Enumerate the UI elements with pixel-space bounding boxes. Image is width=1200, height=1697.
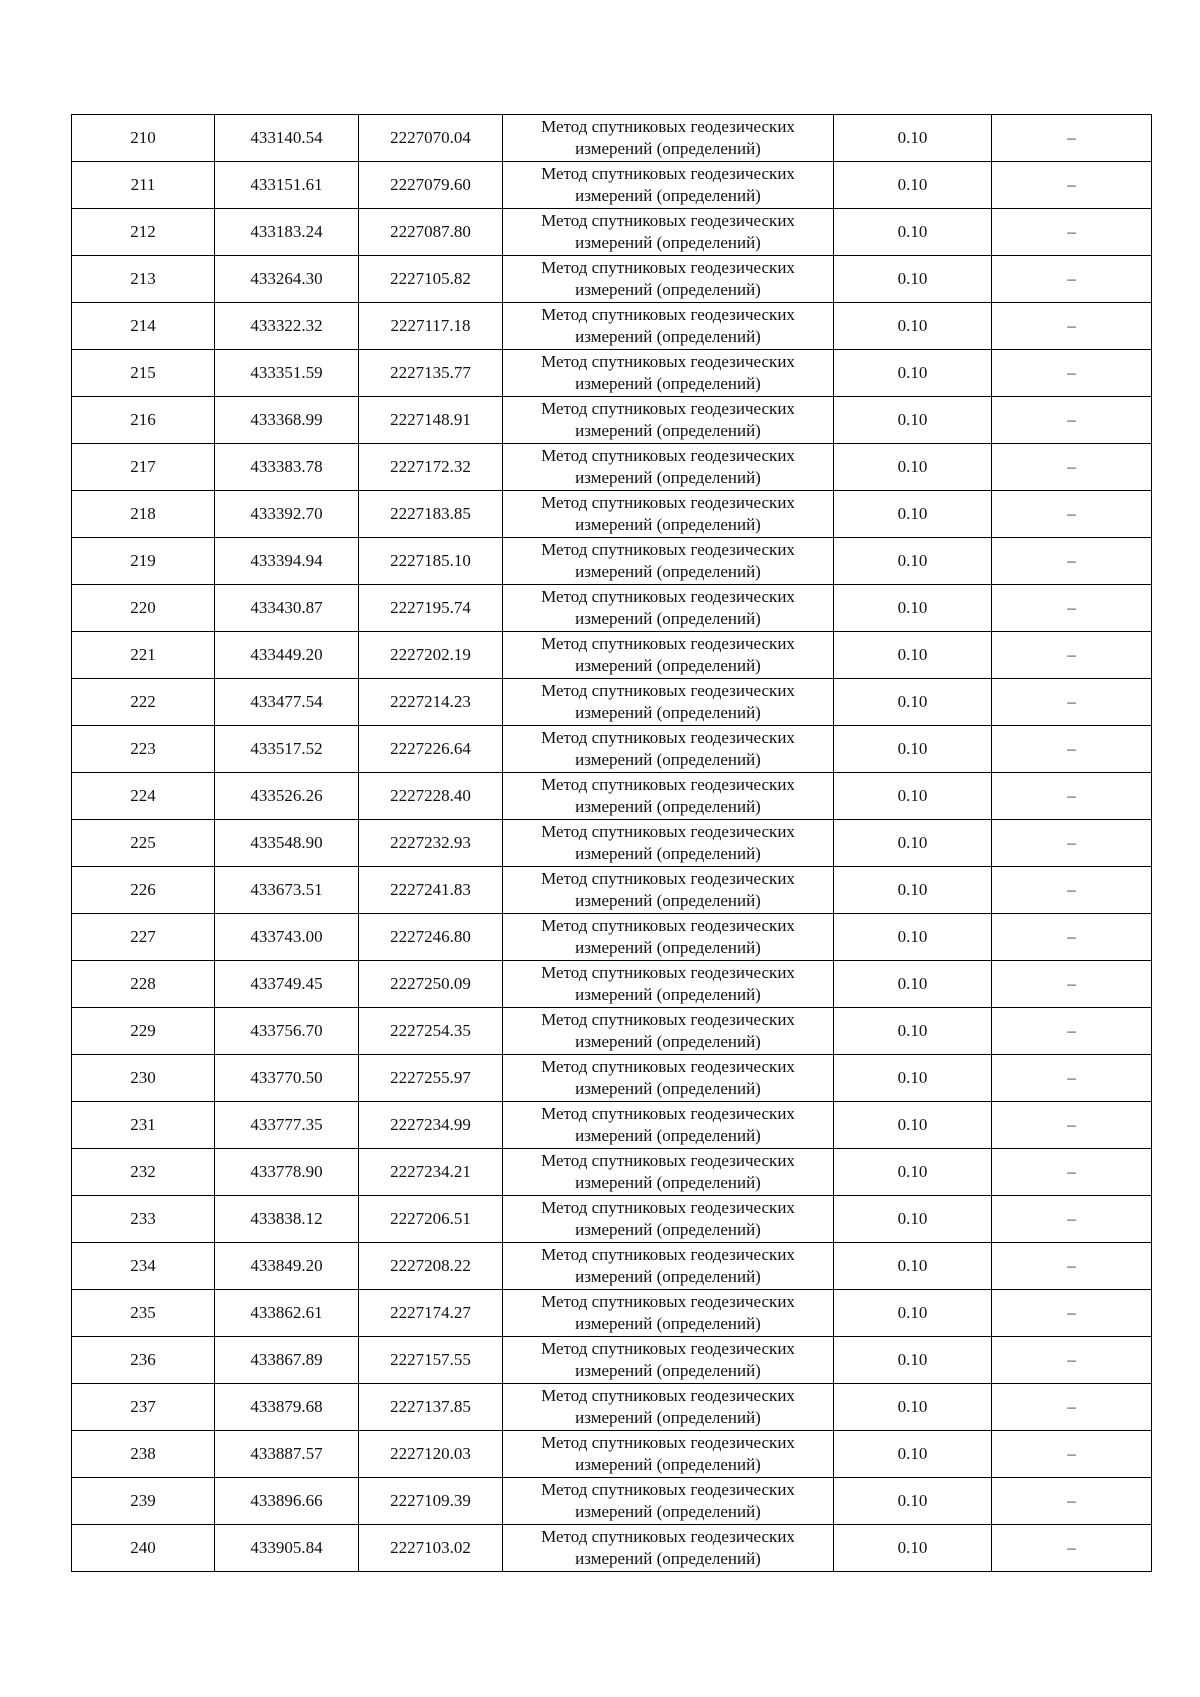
table-row (72, 162, 1152, 209)
accuracy-cell: 0.10 (834, 1055, 992, 1102)
method-line-1: Метод спутниковых геодезических (541, 916, 795, 935)
x-coordinate-cell: 433867.89 (215, 1337, 359, 1384)
method-line-2: измерений (определений) (575, 938, 761, 957)
note-cell: – (992, 820, 1152, 867)
method-cell (503, 1478, 834, 1525)
table-row (72, 726, 1152, 773)
method-line-2: измерений (определений) (575, 656, 761, 675)
method-line-1: Метод спутниковых геодезических (541, 775, 795, 794)
x-coordinate-cell: 433756.70 (215, 1008, 359, 1055)
method-line-2: измерений (определений) (575, 1220, 761, 1239)
accuracy-cell: 0.10 (834, 1102, 992, 1149)
method-line-1: Метод спутниковых геодезических (541, 399, 795, 418)
method-line-2: измерений (определений) (575, 844, 761, 863)
method-line-2: измерений (определений) (575, 1126, 761, 1145)
method-line-1: Метод спутниковых геодезических (541, 446, 795, 465)
point-number-cell: 236 (72, 1337, 215, 1384)
point-number-cell: 220 (72, 585, 215, 632)
y-coordinate-cell: 2227185.10 (359, 538, 503, 585)
x-coordinate-cell: 433838.12 (215, 1196, 359, 1243)
y-coordinate-cell: 2227105.82 (359, 256, 503, 303)
note-cell: – (992, 1008, 1152, 1055)
note-cell: – (992, 1243, 1152, 1290)
method-cell (503, 209, 834, 256)
point-number-cell: 228 (72, 961, 215, 1008)
method-cell (503, 256, 834, 303)
method-line-2: измерений (определений) (575, 1032, 761, 1051)
accuracy-cell: 0.10 (834, 1196, 992, 1243)
method-line-2: измерений (определений) (575, 327, 761, 346)
point-number-cell: 230 (72, 1055, 215, 1102)
method-cell (503, 961, 834, 1008)
y-coordinate-cell: 2227148.91 (359, 397, 503, 444)
y-coordinate-cell: 2227087.80 (359, 209, 503, 256)
x-coordinate-cell: 433140.54 (215, 115, 359, 162)
note-cell: – (992, 679, 1152, 726)
method-line-2: измерений (определений) (575, 1079, 761, 1098)
method-cell (503, 867, 834, 914)
accuracy-cell: 0.10 (834, 961, 992, 1008)
point-number-cell: 217 (72, 444, 215, 491)
method-cell (503, 679, 834, 726)
method-line-1: Метод спутниковых геодезических (541, 1198, 795, 1217)
x-coordinate-cell: 433777.35 (215, 1102, 359, 1149)
point-number-cell: 233 (72, 1196, 215, 1243)
method-line-1: Метод спутниковых геодезических (541, 1151, 795, 1170)
method-line-2: измерений (определений) (575, 609, 761, 628)
x-coordinate-cell: 433430.87 (215, 585, 359, 632)
method-cell (503, 303, 834, 350)
method-line-2: измерений (определений) (575, 703, 761, 722)
y-coordinate-cell: 2227234.21 (359, 1149, 503, 1196)
method-cell (503, 1431, 834, 1478)
accuracy-cell: 0.10 (834, 867, 992, 914)
method-line-2: измерений (определений) (575, 1549, 761, 1568)
method-line-2: измерений (определений) (575, 562, 761, 581)
accuracy-cell: 0.10 (834, 162, 992, 209)
x-coordinate-cell: 433548.90 (215, 820, 359, 867)
point-number-cell: 237 (72, 1384, 215, 1431)
x-coordinate-cell: 433887.57 (215, 1431, 359, 1478)
method-cell (503, 1196, 834, 1243)
table-row (72, 1384, 1152, 1431)
x-coordinate-cell: 433862.61 (215, 1290, 359, 1337)
table-row (72, 585, 1152, 632)
y-coordinate-cell: 2227157.55 (359, 1337, 503, 1384)
method-line-1: Метод спутниковых геодезических (541, 1057, 795, 1076)
method-cell (503, 632, 834, 679)
method-line-1: Метод спутниковых геодезических (541, 1245, 795, 1264)
accuracy-cell: 0.10 (834, 1384, 992, 1431)
y-coordinate-cell: 2227255.97 (359, 1055, 503, 1102)
point-number-cell: 229 (72, 1008, 215, 1055)
method-line-2: измерений (определений) (575, 139, 761, 158)
method-line-2: измерений (определений) (575, 1361, 761, 1380)
method-cell (503, 115, 834, 162)
method-line-2: измерений (определений) (575, 1267, 761, 1286)
method-cell (503, 491, 834, 538)
accuracy-cell: 0.10 (834, 1431, 992, 1478)
method-line-1: Метод спутниковых геодезических (541, 117, 795, 136)
method-line-1: Метод спутниковых геодезических (541, 1010, 795, 1029)
method-line-1: Метод спутниковых геодезических (541, 258, 795, 277)
note-cell: – (992, 773, 1152, 820)
method-cell (503, 1008, 834, 1055)
method-line-1: Метод спутниковых геодезических (541, 681, 795, 700)
method-cell (503, 820, 834, 867)
note-cell: – (992, 1196, 1152, 1243)
x-coordinate-cell: 433322.32 (215, 303, 359, 350)
y-coordinate-cell: 2227232.93 (359, 820, 503, 867)
method-cell (503, 726, 834, 773)
x-coordinate-cell: 433526.26 (215, 773, 359, 820)
method-line-1: Метод спутниковых геодезических (541, 211, 795, 230)
table-row (72, 1102, 1152, 1149)
coordinates-table (71, 114, 1152, 1572)
point-number-cell: 240 (72, 1525, 215, 1572)
method-cell (503, 1337, 834, 1384)
note-cell: – (992, 1384, 1152, 1431)
accuracy-cell: 0.10 (834, 1478, 992, 1525)
y-coordinate-cell: 2227234.99 (359, 1102, 503, 1149)
table-row (72, 1525, 1152, 1572)
x-coordinate-cell: 433368.99 (215, 397, 359, 444)
y-coordinate-cell: 2227117.18 (359, 303, 503, 350)
point-number-cell: 238 (72, 1431, 215, 1478)
y-coordinate-cell: 2227109.39 (359, 1478, 503, 1525)
method-cell (503, 162, 834, 209)
note-cell: – (992, 961, 1152, 1008)
method-cell (503, 1290, 834, 1337)
method-cell (503, 1102, 834, 1149)
method-line-2: измерений (определений) (575, 985, 761, 1004)
note-cell: – (992, 1478, 1152, 1525)
method-line-1: Метод спутниковых геодезических (541, 963, 795, 982)
note-cell: – (992, 162, 1152, 209)
y-coordinate-cell: 2227241.83 (359, 867, 503, 914)
point-number-cell: 219 (72, 538, 215, 585)
method-cell (503, 350, 834, 397)
table-row (72, 773, 1152, 820)
method-line-1: Метод спутниковых геодезических (541, 728, 795, 747)
note-cell: – (992, 209, 1152, 256)
method-cell (503, 1149, 834, 1196)
y-coordinate-cell: 2227202.19 (359, 632, 503, 679)
accuracy-cell: 0.10 (834, 303, 992, 350)
point-number-cell: 226 (72, 867, 215, 914)
x-coordinate-cell: 433392.70 (215, 491, 359, 538)
accuracy-cell: 0.10 (834, 1243, 992, 1290)
note-cell: – (992, 1290, 1152, 1337)
method-cell (503, 585, 834, 632)
accuracy-cell: 0.10 (834, 115, 992, 162)
note-cell: – (992, 1525, 1152, 1572)
y-coordinate-cell: 2227250.09 (359, 961, 503, 1008)
method-line-2: измерений (определений) (575, 374, 761, 393)
accuracy-cell: 0.10 (834, 444, 992, 491)
method-cell (503, 1384, 834, 1431)
point-number-cell: 232 (72, 1149, 215, 1196)
table-row (72, 1196, 1152, 1243)
note-cell: – (992, 444, 1152, 491)
y-coordinate-cell: 2227174.27 (359, 1290, 503, 1337)
method-line-2: измерений (определений) (575, 891, 761, 910)
method-line-2: измерений (определений) (575, 468, 761, 487)
point-number-cell: 215 (72, 350, 215, 397)
method-cell (503, 914, 834, 961)
x-coordinate-cell: 433673.51 (215, 867, 359, 914)
method-line-2: измерений (определений) (575, 515, 761, 534)
y-coordinate-cell: 2227228.40 (359, 773, 503, 820)
table-row (72, 491, 1152, 538)
method-line-2: измерений (определений) (575, 1173, 761, 1192)
accuracy-cell: 0.10 (834, 256, 992, 303)
y-coordinate-cell: 2227226.64 (359, 726, 503, 773)
method-cell (503, 538, 834, 585)
method-cell (503, 1055, 834, 1102)
y-coordinate-cell: 2227070.04 (359, 115, 503, 162)
x-coordinate-cell: 433449.20 (215, 632, 359, 679)
x-coordinate-cell: 433183.24 (215, 209, 359, 256)
y-coordinate-cell: 2227246.80 (359, 914, 503, 961)
table-row (72, 1478, 1152, 1525)
point-number-cell: 214 (72, 303, 215, 350)
note-cell: – (992, 632, 1152, 679)
y-coordinate-cell: 2227206.51 (359, 1196, 503, 1243)
note-cell: – (992, 867, 1152, 914)
table-row (72, 350, 1152, 397)
method-line-2: измерений (определений) (575, 1408, 761, 1427)
table-row (72, 1055, 1152, 1102)
point-number-cell: 218 (72, 491, 215, 538)
note-cell: – (992, 1102, 1152, 1149)
accuracy-cell: 0.10 (834, 726, 992, 773)
method-line-1: Метод спутниковых геодезических (541, 587, 795, 606)
method-line-1: Метод спутниковых геодезических (541, 822, 795, 841)
table-row (72, 444, 1152, 491)
table-row (72, 209, 1152, 256)
method-line-1: Метод спутниковых геодезических (541, 1386, 795, 1405)
method-line-1: Метод спутниковых геодезических (541, 1104, 795, 1123)
accuracy-cell: 0.10 (834, 209, 992, 256)
table-row (72, 1337, 1152, 1384)
x-coordinate-cell: 433151.61 (215, 162, 359, 209)
coordinates-table-body (72, 115, 1152, 1572)
point-number-cell: 216 (72, 397, 215, 444)
method-cell (503, 1243, 834, 1290)
x-coordinate-cell: 433749.45 (215, 961, 359, 1008)
method-line-1: Метод спутниковых геодезических (541, 1339, 795, 1358)
accuracy-cell: 0.10 (834, 820, 992, 867)
x-coordinate-cell: 433905.84 (215, 1525, 359, 1572)
method-line-1: Метод спутниковых геодезических (541, 869, 795, 888)
point-number-cell: 223 (72, 726, 215, 773)
point-number-cell: 235 (72, 1290, 215, 1337)
x-coordinate-cell: 433394.94 (215, 538, 359, 585)
table-row (72, 1243, 1152, 1290)
x-coordinate-cell: 433770.50 (215, 1055, 359, 1102)
method-line-2: измерений (определений) (575, 1455, 761, 1474)
note-cell: – (992, 538, 1152, 585)
accuracy-cell: 0.10 (834, 1008, 992, 1055)
accuracy-cell: 0.10 (834, 679, 992, 726)
accuracy-cell: 0.10 (834, 914, 992, 961)
point-number-cell: 221 (72, 632, 215, 679)
x-coordinate-cell: 433778.90 (215, 1149, 359, 1196)
x-coordinate-cell: 433743.00 (215, 914, 359, 961)
table-row (72, 961, 1152, 1008)
table-row (72, 679, 1152, 726)
table-row (72, 397, 1152, 444)
accuracy-cell: 0.10 (834, 350, 992, 397)
method-line-1: Метод спутниковых геодезических (541, 540, 795, 559)
accuracy-cell: 0.10 (834, 1337, 992, 1384)
accuracy-cell: 0.10 (834, 1290, 992, 1337)
note-cell: – (992, 115, 1152, 162)
note-cell: – (992, 914, 1152, 961)
point-number-cell: 212 (72, 209, 215, 256)
method-line-2: измерений (определений) (575, 1314, 761, 1333)
note-cell: – (992, 585, 1152, 632)
method-cell (503, 1525, 834, 1572)
method-line-2: измерений (определений) (575, 421, 761, 440)
x-coordinate-cell: 433383.78 (215, 444, 359, 491)
table-row (72, 820, 1152, 867)
note-cell: – (992, 491, 1152, 538)
table-row (72, 115, 1152, 162)
method-line-1: Метод спутниковых геодезических (541, 305, 795, 324)
table-row (72, 1431, 1152, 1478)
method-line-1: Метод спутниковых геодезических (541, 493, 795, 512)
x-coordinate-cell: 433849.20 (215, 1243, 359, 1290)
y-coordinate-cell: 2227079.60 (359, 162, 503, 209)
method-line-1: Метод спутниковых геодезических (541, 1292, 795, 1311)
point-number-cell: 224 (72, 773, 215, 820)
y-coordinate-cell: 2227254.35 (359, 1008, 503, 1055)
y-coordinate-cell: 2227195.74 (359, 585, 503, 632)
point-number-cell: 239 (72, 1478, 215, 1525)
point-number-cell: 222 (72, 679, 215, 726)
method-line-2: измерений (определений) (575, 1502, 761, 1521)
point-number-cell: 227 (72, 914, 215, 961)
note-cell: – (992, 397, 1152, 444)
method-cell (503, 444, 834, 491)
table-row (72, 1290, 1152, 1337)
accuracy-cell: 0.10 (834, 538, 992, 585)
point-number-cell: 211 (72, 162, 215, 209)
table-row (72, 303, 1152, 350)
y-coordinate-cell: 2227103.02 (359, 1525, 503, 1572)
y-coordinate-cell: 2227208.22 (359, 1243, 503, 1290)
y-coordinate-cell: 2227120.03 (359, 1431, 503, 1478)
point-number-cell: 225 (72, 820, 215, 867)
method-line-2: измерений (определений) (575, 750, 761, 769)
accuracy-cell: 0.10 (834, 397, 992, 444)
x-coordinate-cell: 433896.66 (215, 1478, 359, 1525)
method-line-2: измерений (определений) (575, 797, 761, 816)
accuracy-cell: 0.10 (834, 773, 992, 820)
table-row (72, 256, 1152, 303)
table-row (72, 632, 1152, 679)
method-cell (503, 397, 834, 444)
method-line-2: измерений (определений) (575, 280, 761, 299)
accuracy-cell: 0.10 (834, 1149, 992, 1196)
table-row (72, 867, 1152, 914)
method-line-1: Метод спутниковых геодезических (541, 164, 795, 183)
method-line-1: Метод спутниковых геодезических (541, 1480, 795, 1499)
point-number-cell: 210 (72, 115, 215, 162)
method-line-2: измерений (определений) (575, 186, 761, 205)
point-number-cell: 231 (72, 1102, 215, 1149)
accuracy-cell: 0.10 (834, 491, 992, 538)
table-row (72, 914, 1152, 961)
method-line-1: Метод спутниковых геодезических (541, 634, 795, 653)
note-cell: – (992, 1431, 1152, 1478)
table-row (72, 538, 1152, 585)
x-coordinate-cell: 433477.54 (215, 679, 359, 726)
point-number-cell: 234 (72, 1243, 215, 1290)
x-coordinate-cell: 433517.52 (215, 726, 359, 773)
x-coordinate-cell: 433264.30 (215, 256, 359, 303)
method-line-1: Метод спутниковых геодезических (541, 352, 795, 371)
table-row (72, 1149, 1152, 1196)
note-cell: – (992, 256, 1152, 303)
note-cell: – (992, 726, 1152, 773)
y-coordinate-cell: 2227183.85 (359, 491, 503, 538)
note-cell: – (992, 350, 1152, 397)
table-row (72, 1008, 1152, 1055)
note-cell: – (992, 303, 1152, 350)
note-cell: – (992, 1149, 1152, 1196)
x-coordinate-cell: 433351.59 (215, 350, 359, 397)
y-coordinate-cell: 2227214.23 (359, 679, 503, 726)
method-cell (503, 773, 834, 820)
method-line-1: Метод спутниковых геодезических (541, 1433, 795, 1452)
accuracy-cell: 0.10 (834, 585, 992, 632)
method-line-2: измерений (определений) (575, 233, 761, 252)
method-line-1: Метод спутниковых геодезических (541, 1527, 795, 1546)
point-number-cell: 213 (72, 256, 215, 303)
x-coordinate-cell: 433879.68 (215, 1384, 359, 1431)
accuracy-cell: 0.10 (834, 1525, 992, 1572)
note-cell: – (992, 1055, 1152, 1102)
note-cell: – (992, 1337, 1152, 1384)
accuracy-cell: 0.10 (834, 632, 992, 679)
y-coordinate-cell: 2227137.85 (359, 1384, 503, 1431)
y-coordinate-cell: 2227172.32 (359, 444, 503, 491)
y-coordinate-cell: 2227135.77 (359, 350, 503, 397)
